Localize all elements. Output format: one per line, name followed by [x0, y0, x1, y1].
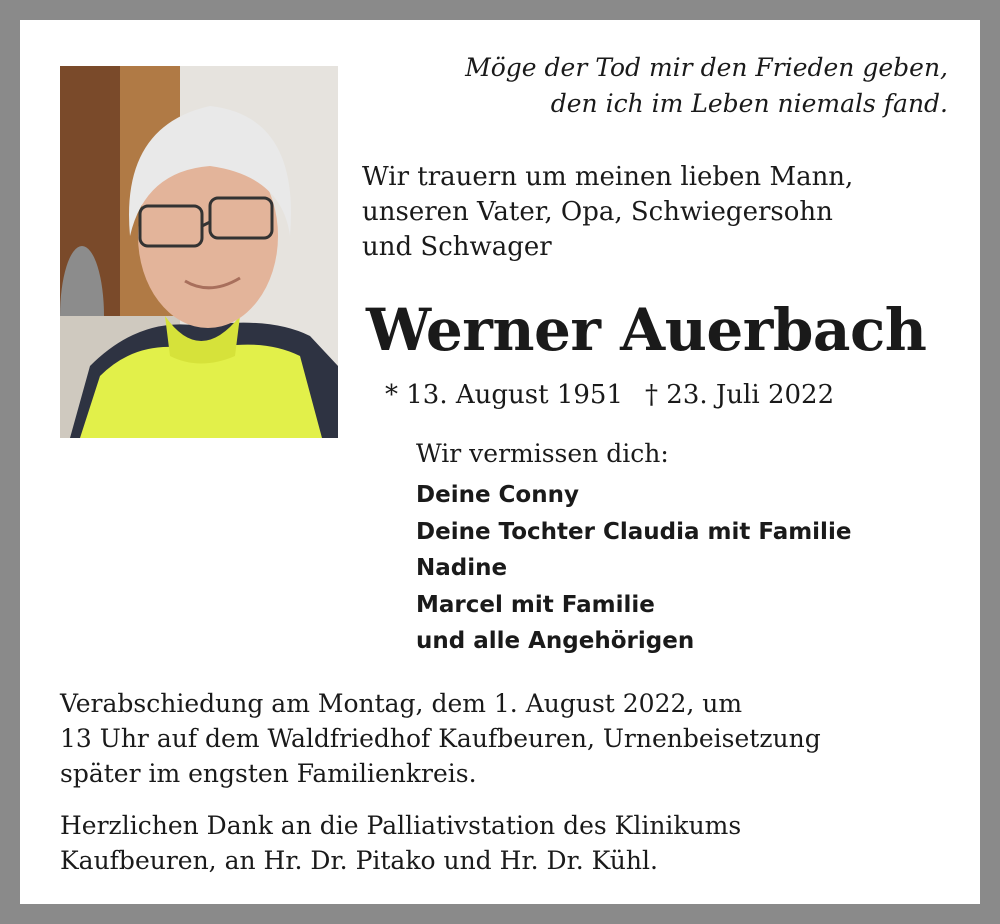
service-line: später im engsten Familienkreis. — [60, 759, 477, 788]
service-info — [60, 686, 821, 791]
death-date: † 23. Juli 2022 — [645, 380, 835, 410]
mourner-name: Nadine — [416, 555, 508, 581]
verse-line: den ich im Leben niemals fand. — [550, 89, 948, 118]
mourner-name: Deine Conny — [416, 482, 579, 508]
thanks-line: Herzlichen Dank an die Palliativstation des Klinikums — [60, 811, 742, 840]
intro-line: Wir trauern um meinen lieben Mann, — [362, 162, 854, 192]
mourner-name: und alle Angehörigen — [416, 628, 695, 654]
portrait-photo — [60, 66, 338, 438]
thanks-line: Kaufbeuren, an Hr. Dr. Pitako und Hr. Dr. Kühl. — [60, 846, 658, 875]
verse-line: Möge der Tod mir den Frieden geben, — [465, 53, 948, 82]
thanks-note — [60, 808, 741, 878]
service-line: 13 Uhr auf dem Waldfriedhof Kaufbeuren, Urnenbeisetzung — [60, 724, 821, 753]
mourning-intro — [362, 160, 853, 265]
intro-line: und Schwager — [362, 232, 552, 262]
mourners-heading: Wir vermissen dich: — [416, 439, 669, 468]
portrait-illustration — [60, 66, 338, 438]
mourners-list — [416, 477, 851, 660]
life-dates — [385, 377, 834, 413]
memorial-verse — [465, 50, 948, 122]
intro-line: unseren Vater, Opa, Schwiegersohn — [362, 197, 833, 227]
service-line: Verabschiedung am Montag, dem 1. August 2022, um — [60, 689, 743, 718]
birth-date: * 13. August 1951 — [385, 380, 624, 410]
deceased-name: Werner Auerbach — [366, 296, 927, 364]
mourner-name: Marcel mit Familie — [416, 591, 655, 618]
mourner-name: Deine Tochter Claudia mit Familie — [416, 518, 852, 545]
